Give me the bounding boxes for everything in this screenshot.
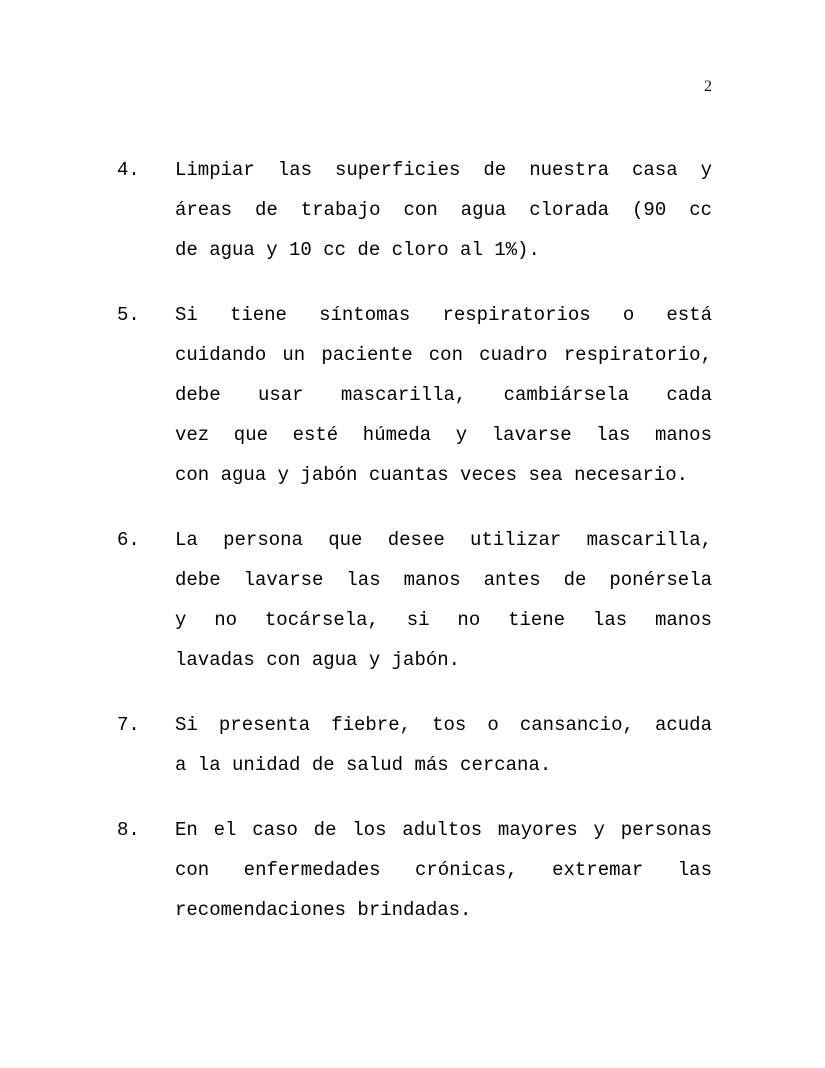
numbered-list <box>0 150 825 930</box>
list-item <box>0 295 825 495</box>
text-line: lavadas con agua y jabón. <box>175 649 461 671</box>
text-line: debe lavarse las manos antes de ponérsela <box>175 569 712 591</box>
text-line: áreas de trabajo con agua clorada (90 cc <box>175 199 712 221</box>
text-line: y no tocársela, si no tiene las manos <box>175 609 712 631</box>
list-item-marker: 5. <box>117 304 140 326</box>
text-line: vez que esté húmeda y lavarse las manos <box>175 424 712 446</box>
text-line: a la unidad de salud más cercana. <box>175 754 552 776</box>
list-item-text <box>175 295 712 495</box>
list-item-text <box>175 150 712 270</box>
text-line: recomendaciones brindadas. <box>175 899 472 921</box>
list-item-marker: 6. <box>117 529 140 551</box>
text-line: cuidando un paciente con cuadro respiratorio, <box>175 344 712 366</box>
text-line: En el caso de los adultos mayores y personas <box>175 819 712 841</box>
text-line: Limpiar las superficies de nuestra casa y <box>175 159 712 181</box>
text-line: con agua y jabón cuantas veces sea necesario. <box>175 464 689 486</box>
list-item <box>0 705 825 785</box>
text-line: de agua y 10 cc de cloro al 1%). <box>175 239 540 261</box>
list-item-marker: 4. <box>117 159 140 181</box>
text-line: debe usar mascarilla, cambiársela cada <box>175 384 712 406</box>
list-item-text <box>175 705 712 785</box>
list-item-marker: 7. <box>117 714 140 736</box>
list-item-text <box>175 810 712 930</box>
list-item <box>0 150 825 270</box>
list-item <box>0 810 825 930</box>
text-line: Si presenta fiebre, tos o cansancio, acuda <box>175 714 712 736</box>
page-number: 2 <box>704 78 712 95</box>
text-line: Si tiene síntomas respiratorios o está <box>175 304 712 326</box>
list-item-marker: 8. <box>117 819 140 841</box>
text-line: La persona que desee utilizar mascarilla, <box>175 529 712 551</box>
list-item <box>0 520 825 680</box>
list-item-text <box>175 520 712 680</box>
text-line: con enfermedades crónicas, extremar las <box>175 859 712 881</box>
